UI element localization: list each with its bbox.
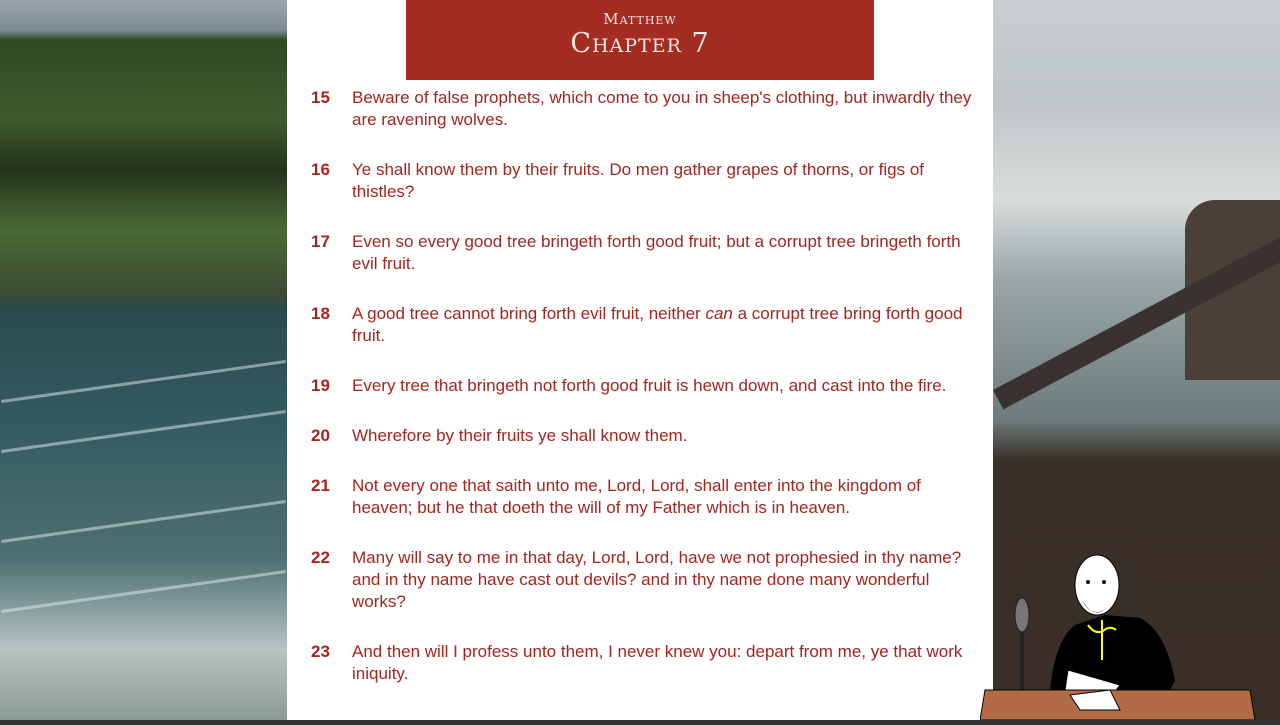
cartoon-host bbox=[980, 540, 1280, 720]
chapter-banner bbox=[406, 0, 874, 80]
verse-list bbox=[287, 87, 993, 713]
verse-text bbox=[352, 159, 982, 203]
river-background-left bbox=[0, 0, 287, 720]
verse-text bbox=[352, 231, 982, 275]
verse-number: 21 bbox=[311, 476, 330, 495]
chapter-title: Chapter 7 bbox=[570, 28, 710, 59]
book-title: Matthew bbox=[603, 10, 677, 28]
verse-text-part: Ye shall know them by their fruits. Do men gather grapes of thorns, or figs of thistles? bbox=[352, 160, 924, 201]
verse-text-part: Wherefore by their fruits ye shall know them. bbox=[352, 426, 688, 445]
verse bbox=[287, 159, 993, 203]
verse-number: 20 bbox=[311, 426, 330, 445]
verse bbox=[287, 231, 993, 275]
verse-text bbox=[352, 303, 982, 347]
verse-number: 18 bbox=[311, 304, 330, 323]
verse-text bbox=[352, 425, 982, 447]
verse-text-part: Many will say to me in that day, Lord, Lord, have we not prophesied in thy name? and in thy name have cast out devils? and in thy name done many wonderful works? bbox=[352, 548, 962, 611]
verse-number: 23 bbox=[311, 642, 330, 661]
verse-text-part: Every tree that bringeth not forth good fruit is hewn down, and cast into the fire. bbox=[352, 376, 947, 395]
foam bbox=[1, 360, 286, 403]
italic-word: can bbox=[705, 304, 733, 323]
verse-text bbox=[352, 641, 982, 685]
verse bbox=[287, 425, 993, 447]
verse-number: 16 bbox=[311, 160, 330, 179]
verse-text bbox=[352, 547, 982, 613]
verse-number: 17 bbox=[311, 232, 330, 251]
verse-text-part: a corrupt tree bring forth good fruit. bbox=[352, 304, 963, 345]
scripture-panel bbox=[287, 0, 993, 720]
verse-text-part: Beware of false prophets, which come to you in sheep's clothing, but inwardly they are ravening wolves. bbox=[352, 88, 972, 129]
verse bbox=[287, 303, 993, 347]
verse-number: 22 bbox=[311, 548, 330, 567]
foam bbox=[1, 500, 286, 543]
verse-number: 15 bbox=[311, 88, 330, 107]
verse-text-part: Not every one that saith unto me, Lord, Lord, shall enter into the kingdom of heaven; but he that doeth the will of my Father which is in heaven. bbox=[352, 476, 921, 517]
verse-text-part: And then will I profess unto them, I never knew you: depart from me, ye that work iniquity. bbox=[352, 642, 963, 683]
verse bbox=[287, 547, 993, 613]
verse bbox=[287, 87, 993, 131]
verse-text-part: A good tree cannot bring forth evil fruit, neither bbox=[352, 304, 706, 323]
verse-number: 19 bbox=[311, 376, 330, 395]
foam bbox=[1, 570, 286, 613]
verse bbox=[287, 375, 993, 397]
foam bbox=[1, 410, 286, 453]
verse bbox=[287, 641, 993, 685]
verse-text-part: Even so every good tree bringeth forth good fruit; but a corrupt tree bringeth forth evil fruit. bbox=[352, 232, 961, 273]
head bbox=[1075, 555, 1119, 615]
verse-text bbox=[352, 375, 982, 397]
verse-text bbox=[352, 475, 982, 519]
verse bbox=[287, 475, 993, 519]
verse-text bbox=[352, 87, 982, 131]
